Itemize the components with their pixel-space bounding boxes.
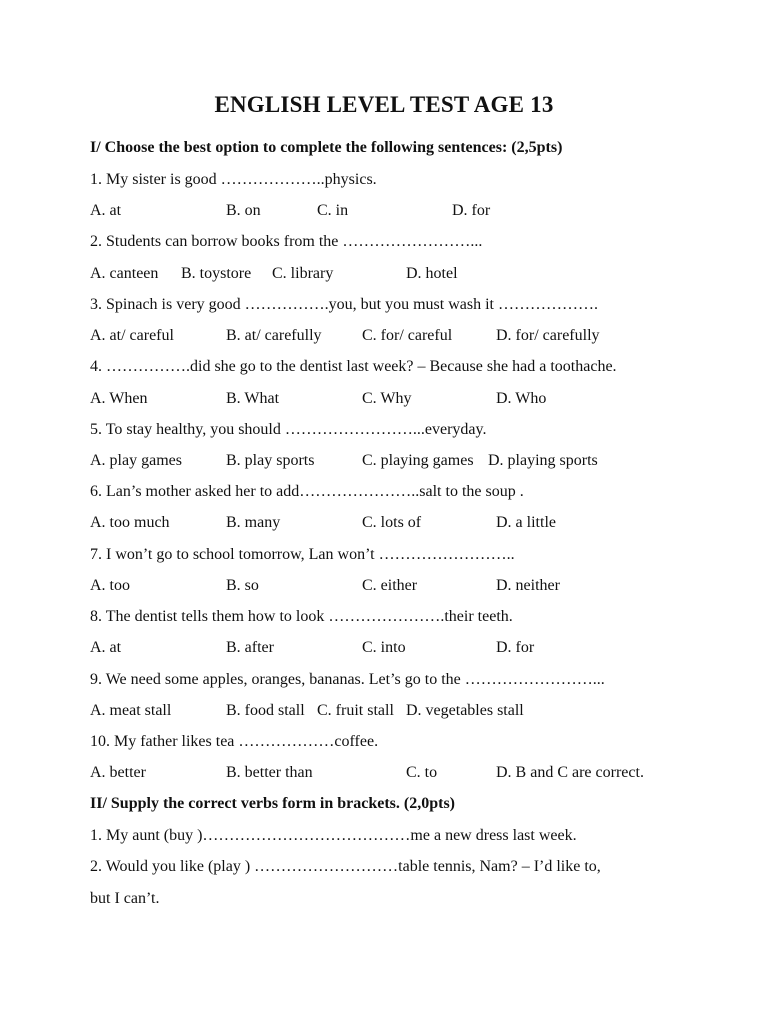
option-b: B. play sports xyxy=(226,452,315,469)
option-c: C. into xyxy=(362,639,406,656)
option-b: B. after xyxy=(226,639,274,656)
option-a: A. better xyxy=(90,764,146,781)
option-a: A. at xyxy=(90,639,122,656)
question-8: 8. The dentist tells them how to look ………………….their teeth. xyxy=(90,608,513,625)
question-10: 10. My father likes tea ………………coffee. xyxy=(90,733,379,750)
page-title: ENGLISH LEVEL TEST AGE 13 xyxy=(214,92,554,117)
option-c: C. either xyxy=(362,577,418,594)
question-4: 4. …………….did she go to the dentist last week? – Because she had a toothache. xyxy=(90,358,617,375)
option-d: D. neither xyxy=(496,577,560,594)
option-a: A. canteen xyxy=(90,265,159,282)
question-6: 6. Lan’s mother asked her to add…………………..salt to the soup . xyxy=(90,483,524,500)
question-1: 1. My sister is good ………………..physics. xyxy=(90,171,377,188)
option-b: B. so xyxy=(226,577,259,594)
option-a: A. too xyxy=(90,577,130,594)
option-d: D. vegetables stall xyxy=(406,702,524,719)
question-7: 7. I won’t go to school tomorrow, Lan won’t …………………….. xyxy=(90,546,515,563)
question-3: 3. Spinach is very good …………….you, but you must wash it ………………. xyxy=(90,296,598,313)
option-b: B. at/ carefully xyxy=(226,327,322,344)
option-a: A. play games xyxy=(90,452,182,469)
question-5: 5. To stay healthy, you should ……………………...everyday. xyxy=(90,421,487,438)
question-2: 2. Students can borrow books from the ……………………... xyxy=(90,233,483,250)
verb-item-2: 2. Would you like (play ) ………………………table tennis, Nam? – I’d like to, xyxy=(90,858,601,875)
option-a: A. at xyxy=(90,202,122,219)
option-c: C. library xyxy=(272,265,334,282)
option-d: D. a little xyxy=(496,514,556,531)
option-d: D. Who xyxy=(496,390,547,407)
option-b: B. What xyxy=(226,390,280,407)
option-c: C. lots of xyxy=(362,514,422,531)
option-c: C. Why xyxy=(362,390,412,407)
option-c: C. playing games xyxy=(362,452,474,469)
option-c: C. for/ careful xyxy=(362,327,453,344)
section-1-heading: I/ Choose the best option to complete the following sentences: (2,5pts) xyxy=(90,139,563,156)
option-d: D. for xyxy=(452,202,491,219)
option-c: C. in xyxy=(317,202,349,219)
option-d: D. for xyxy=(496,639,535,656)
option-d: D. for/ carefully xyxy=(496,327,600,344)
option-b: B. toystore xyxy=(181,265,252,282)
option-d: D. hotel xyxy=(406,265,458,282)
option-a: A. When xyxy=(90,390,148,407)
option-b: B. on xyxy=(226,202,261,219)
verb-item-1: 1. My aunt (buy )…………………………………me a new dress last week. xyxy=(90,827,577,844)
option-a: A. at/ careful xyxy=(90,327,174,344)
option-d: D. B and C are correct. xyxy=(496,764,644,781)
option-d: D. playing sports xyxy=(488,452,598,469)
option-b: B. food stall xyxy=(226,702,305,719)
option-c: C. to xyxy=(406,764,438,781)
section-2-heading: II/ Supply the correct verbs form in brackets. (2,0pts) xyxy=(90,795,456,812)
option-b: B. many xyxy=(226,514,281,531)
option-b: B. better than xyxy=(226,764,313,781)
option-c: C. fruit stall xyxy=(317,702,394,719)
option-a: A. too much xyxy=(90,514,170,531)
question-9: 9. We need some apples, oranges, bananas. Let’s go to the ……………………... xyxy=(90,671,605,688)
verb-item-2-continued: but I can’t. xyxy=(90,890,160,907)
option-a: A. meat stall xyxy=(90,702,172,719)
